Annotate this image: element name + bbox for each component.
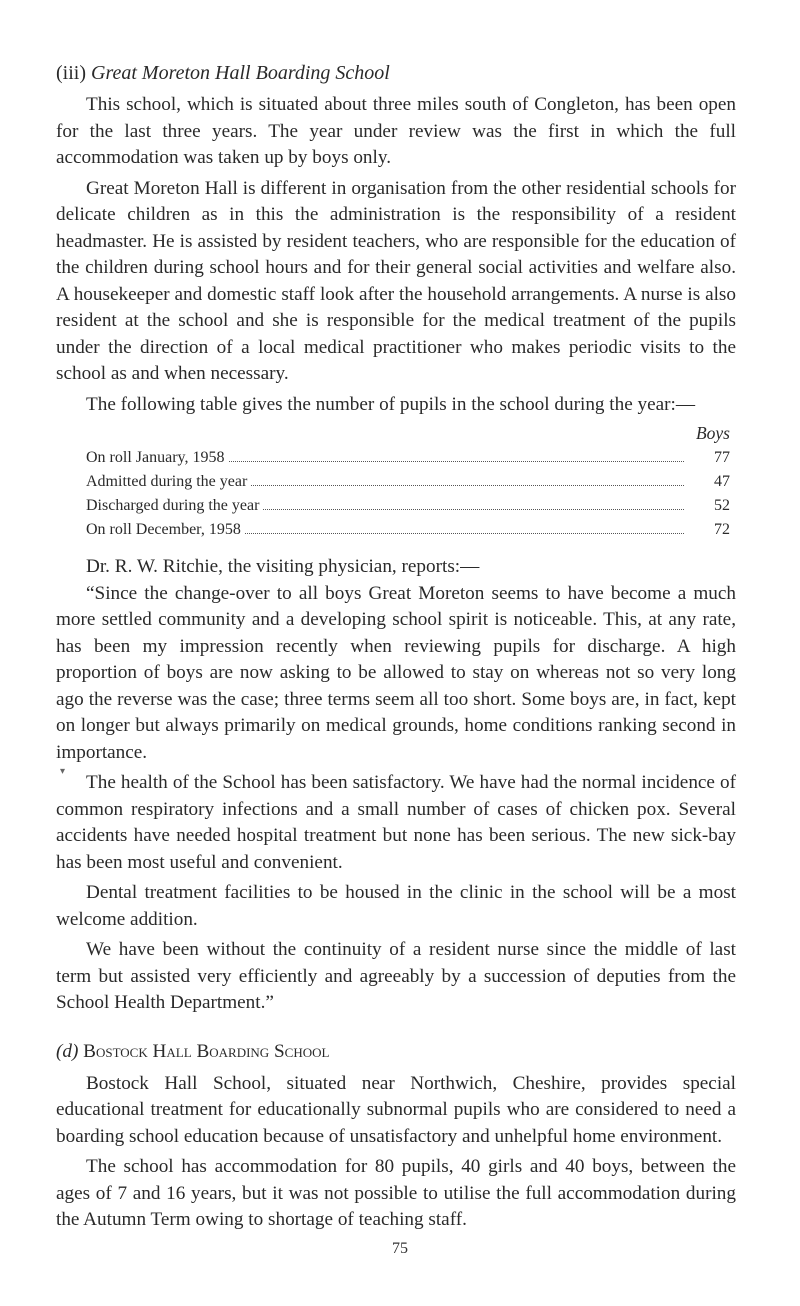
section-heading-iii xyxy=(56,60,736,86)
section-heading-d xyxy=(56,1039,736,1065)
leader-dots xyxy=(263,508,684,510)
leader-dots xyxy=(245,532,684,534)
table-column-header: Boys xyxy=(695,423,730,443)
section-title: Great Moreton Hall Boarding School xyxy=(91,62,390,84)
paragraph: Dental treatment facilities to be housed in the clinic in the school will be a most welcome addition. xyxy=(56,882,736,930)
paragraph: Dr. R. W. Ritchie, the visiting physician, reports:— xyxy=(86,556,480,577)
table-row xyxy=(56,446,736,470)
row-value: 77 xyxy=(714,449,730,466)
row-label: Discharged during the year xyxy=(86,497,260,514)
table-row xyxy=(56,494,736,518)
document-page xyxy=(56,60,736,1234)
section-title: Bostock Hall Boarding School xyxy=(83,1040,330,1062)
paragraph: Bostock Hall School, situated near Northwich, Cheshire, provides special educational treatment for educationally subnormal pupils who are considered to need a boarding school education because of unsatisfactory and unhelpful home environment. xyxy=(56,1072,736,1147)
paragraph: The school has accommodation for 80 pupils, 40 girls and 40 boys, between the ages of 7 and 16 years, but it was not possible to utilise the full accommodation during the Autumn Term owing to shortage of teaching staff. xyxy=(56,1156,736,1230)
row-label: On roll December, 1958 xyxy=(86,521,241,538)
table-row xyxy=(56,518,736,542)
paragraph: “Since the change-over to all boys Great Moreton seems to have become a much more settled community and a developing school spirit is noticeable. This, at any rate, has been my impression recently when reviewing pupils for discharge. A high proportion of boys are now asking to be allowed to stay on whereas not so very long ago the reverse was the case; three terms seem all too short. Some boys are, in fact, kept on longer but always primarily on medical grounds, home conditions ranking second in importance. xyxy=(56,582,736,763)
paragraph: Great Moreton Hall is different in organisation from the other residential schools for delicate children as in this the administration is the responsibility of a resident headmaster. He is assisted by resident teachers, who are responsible for the education of the children during school hours and for their general social activities and welfare also. A housekeeper and domestic staff look after the household arrangements. A nurse is also resident at the school and she is responsible for the medical treatment of the pupils under the direction of a local medical practitioner who makes periodic visits to the school as and when necessary. xyxy=(56,177,736,384)
row-label: On roll January, 1958 xyxy=(86,449,225,466)
leader-dots xyxy=(229,460,685,462)
paragraph: The health of the School has been satisfactory. We have had the normal incidence of common respiratory infections and a small number of cases of chicken pox. Several accidents have needed hospital treatment but none has been serious. The new sick-bay has been most useful and convenient. xyxy=(56,772,736,873)
row-label: Admitted during the year xyxy=(86,473,248,490)
stray-mark: ▾ xyxy=(60,766,66,777)
row-value: 72 xyxy=(714,521,730,538)
row-value: 52 xyxy=(714,497,730,514)
section-number: (iii) xyxy=(56,62,86,84)
paragraph: This school, which is situated about three miles south of Congleton, has been open for the last three years. The year under review was the first in which the full accommodation was taken up by boys only. xyxy=(56,94,736,168)
pupils-table xyxy=(56,420,736,542)
row-value: 47 xyxy=(714,473,730,490)
table-row xyxy=(56,470,736,494)
leader-dots xyxy=(251,484,684,486)
paragraph: We have been without the continuity of a resident nurse since the middle of last term but assisted very efficiently and agreeably by a succession of deputies from the School Health Department.” xyxy=(56,939,736,1013)
section-letter: (d) xyxy=(56,1040,79,1062)
page-number: 75 xyxy=(392,1240,408,1257)
paragraph: The following table gives the number of pupils in the school during the year:— xyxy=(86,393,696,415)
